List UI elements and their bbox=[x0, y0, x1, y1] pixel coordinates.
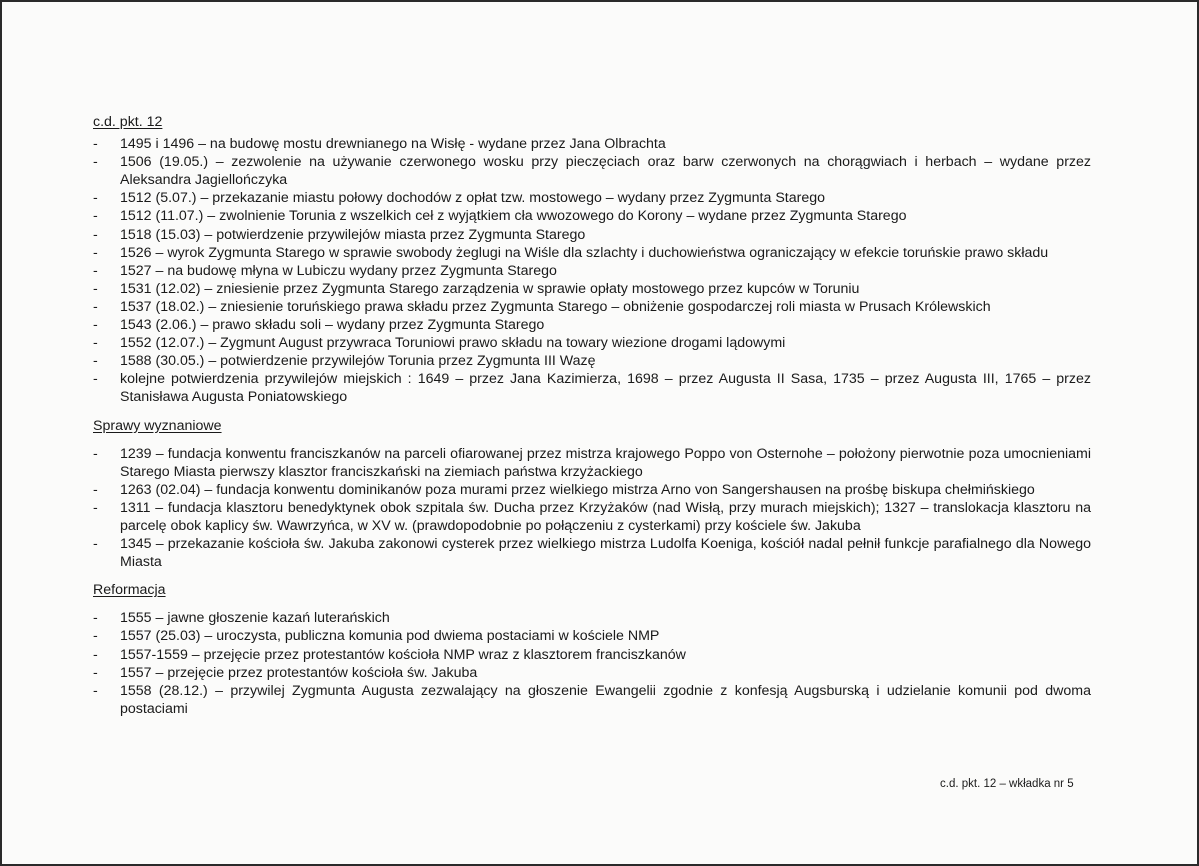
list-item: - 1506 (19.05.) – zezwolenie na używanie czerwonego wosku przy pieczęciach oraz barw czerwonych na chorągwiach i herbach – wydane przez Aleksandra Jagiellończyka bbox=[93, 154, 1091, 189]
list-item: - 1552 (12.07.) – Zygmunt August przywraca Toruniowi prawo składu na towary wiezione drogami lądowymi bbox=[93, 335, 786, 352]
list-item: - 1557 – przejęcie przez protestantów kościoła św. Jakuba bbox=[93, 664, 478, 681]
list-item: - 1239 – fundacja konwentu franciszkanów na parceli ofiarowanej przez mistrza krajowego Poppo von Osternohe – położony pierwotnie poza umocnieniami Starego Miasta pierwszy klasztor franciszkański na ziemiach państwa krzyżackiego bbox=[93, 445, 1091, 480]
bullet-dash: - bbox=[93, 136, 98, 153]
list-item: - 1527 – na budowę młyna w Lubiczu wydany przez Zygmunta Starego bbox=[93, 262, 557, 279]
bullet-dash: - bbox=[93, 190, 98, 207]
list-item: - 1558 (28.12.) – przywilej Zygmunta Augusta zezwalający na głoszenie Ewangelii zgodnie z konfesją Augsburską i udzielanie komunii pod dwoma postaciami bbox=[93, 682, 1091, 717]
list-item: - 1495 i 1496 – na budowę mostu drewnianego na Wisłę - wydane przez Jana Olbrachta bbox=[93, 136, 666, 153]
list-item: - 1557-1559 – przejęcie przez protestantów kościoła NMP wraz z klasztorem franciszkanów bbox=[93, 646, 686, 663]
page-footer: c.d. pkt. 12 – wkładka nr 5 bbox=[940, 778, 1074, 790]
bullet-dash: - bbox=[93, 499, 98, 516]
bullet-dash: - bbox=[93, 628, 98, 645]
bullet-dash: - bbox=[93, 371, 98, 388]
list-item: - 1311 – fundacja klasztoru benedyktynek obok szpitala św. Ducha przez Krzyżaków (nad Wisłą, przy murach miejskich); 1327 – translokacja klasztoru na parcelę obok kaplicy św. Wawrzyńca, w XV w. (prawdopodobnie po połączeniu z cysterkami) przy kościele św. Jakuba bbox=[93, 499, 1091, 534]
list-item: - 1531 (12.02) – zniesienie przez Zygmunta Starego zarządzenia w sprawie opłaty mostowego przez kupców w Toruniu bbox=[93, 280, 860, 297]
list-item: - 1512 (5.07.) – przekazanie miastu połowy dochodów z opłat tzw. mostowego – wydany przez Zygmunta Starego bbox=[93, 190, 826, 207]
bullet-dash: - bbox=[93, 262, 98, 279]
list-item: - 1518 (15.03) – potwierdzenie przywilejów miasta przez Zygmunta Starego bbox=[93, 226, 586, 243]
bullet-dash: - bbox=[93, 536, 98, 553]
bullet-dash: - bbox=[93, 280, 98, 297]
section-list-sprawy-wyznaniowe bbox=[93, 445, 1091, 572]
list-item: - 1526 – wyrok Zygmunta Starego w sprawie swobody żeglugi na Wiśle dla szlachty i duchowieństwa ograniczający w efekcie toruńskie prawo składu bbox=[93, 244, 1049, 261]
section-list-reformacja bbox=[93, 609, 1091, 718]
bullet-dash: - bbox=[93, 317, 98, 334]
list-item: - 1543 (2.06.) – prawo składu soli – wydany przez Zygmunta Starego bbox=[93, 317, 545, 334]
bullet-dash: - bbox=[93, 353, 98, 370]
list-item: - 1537 (18.02.) – zniesienie toruńskiego prawa składu przez Zygmunta Starego – obniżenie gospodarczej roli miasta w Prusach Królewskich bbox=[93, 298, 991, 315]
bullet-dash: - bbox=[93, 664, 98, 681]
list-item: - 1512 (11.07.) – zwolnienie Torunia z wszelkich ceł z wyjątkiem cła wwozowego do Korony – wydane przez Zygmunta Starego bbox=[93, 208, 907, 225]
list-item: - 1557 (25.03) – uroczysta, publiczna komunia pod dwiema postaciami w kościele NMP bbox=[93, 628, 660, 645]
list-item: - kolejne potwierdzenia przywilejów miejskich : 1649 – przez Jana Kazimierza, 1698 – przez Augusta II Sasa, 1735 – przez Augusta III, 1765 – przez Stanisława Augusta Poniatowskiego bbox=[93, 371, 1091, 406]
bullet-dash: - bbox=[93, 208, 98, 225]
bullet-dash: - bbox=[93, 226, 98, 243]
list-item: - 1555 – jawne głoszenie kazań luterańskich bbox=[93, 610, 390, 627]
bullet-dash: - bbox=[93, 244, 98, 261]
section-heading-cd-pkt-12: c.d. pkt. 12 bbox=[93, 114, 163, 130]
bullet-dash: - bbox=[93, 610, 98, 627]
bullet-dash: - bbox=[93, 682, 98, 699]
list-item: - 1263 (02.04) – fundacja konwentu dominikanów poza murami przez wielkiego mistrza Arno von Sangershausen na prośbę biskupa chełmińskiego bbox=[93, 481, 1035, 498]
bullet-dash: - bbox=[93, 298, 98, 315]
bullet-dash: - bbox=[93, 481, 98, 498]
list-item: - 1588 (30.05.) – potwierdzenie przywilejów Torunia przez Zygmunta III Wazę bbox=[93, 353, 596, 370]
bullet-dash: - bbox=[93, 445, 98, 462]
section-heading-reformacja: Reformacja bbox=[93, 582, 166, 599]
bullet-dash: - bbox=[93, 646, 98, 663]
document-content bbox=[93, 113, 1091, 718]
list-item: - 1345 – przekazanie kościoła św. Jakuba zakonowi cysterek przez wielkiego mistrza Ludolfa Koeniga, kościół nadal pełnił funkcje parafialnego dla Nowego Miasta bbox=[93, 536, 1091, 571]
bullet-dash: - bbox=[93, 335, 98, 352]
section-list-cd-pkt-12 bbox=[93, 135, 1091, 406]
bullet-dash: - bbox=[93, 154, 98, 171]
section-heading-sprawy-wyznaniowe: Sprawy wyznaniowe bbox=[93, 417, 222, 434]
